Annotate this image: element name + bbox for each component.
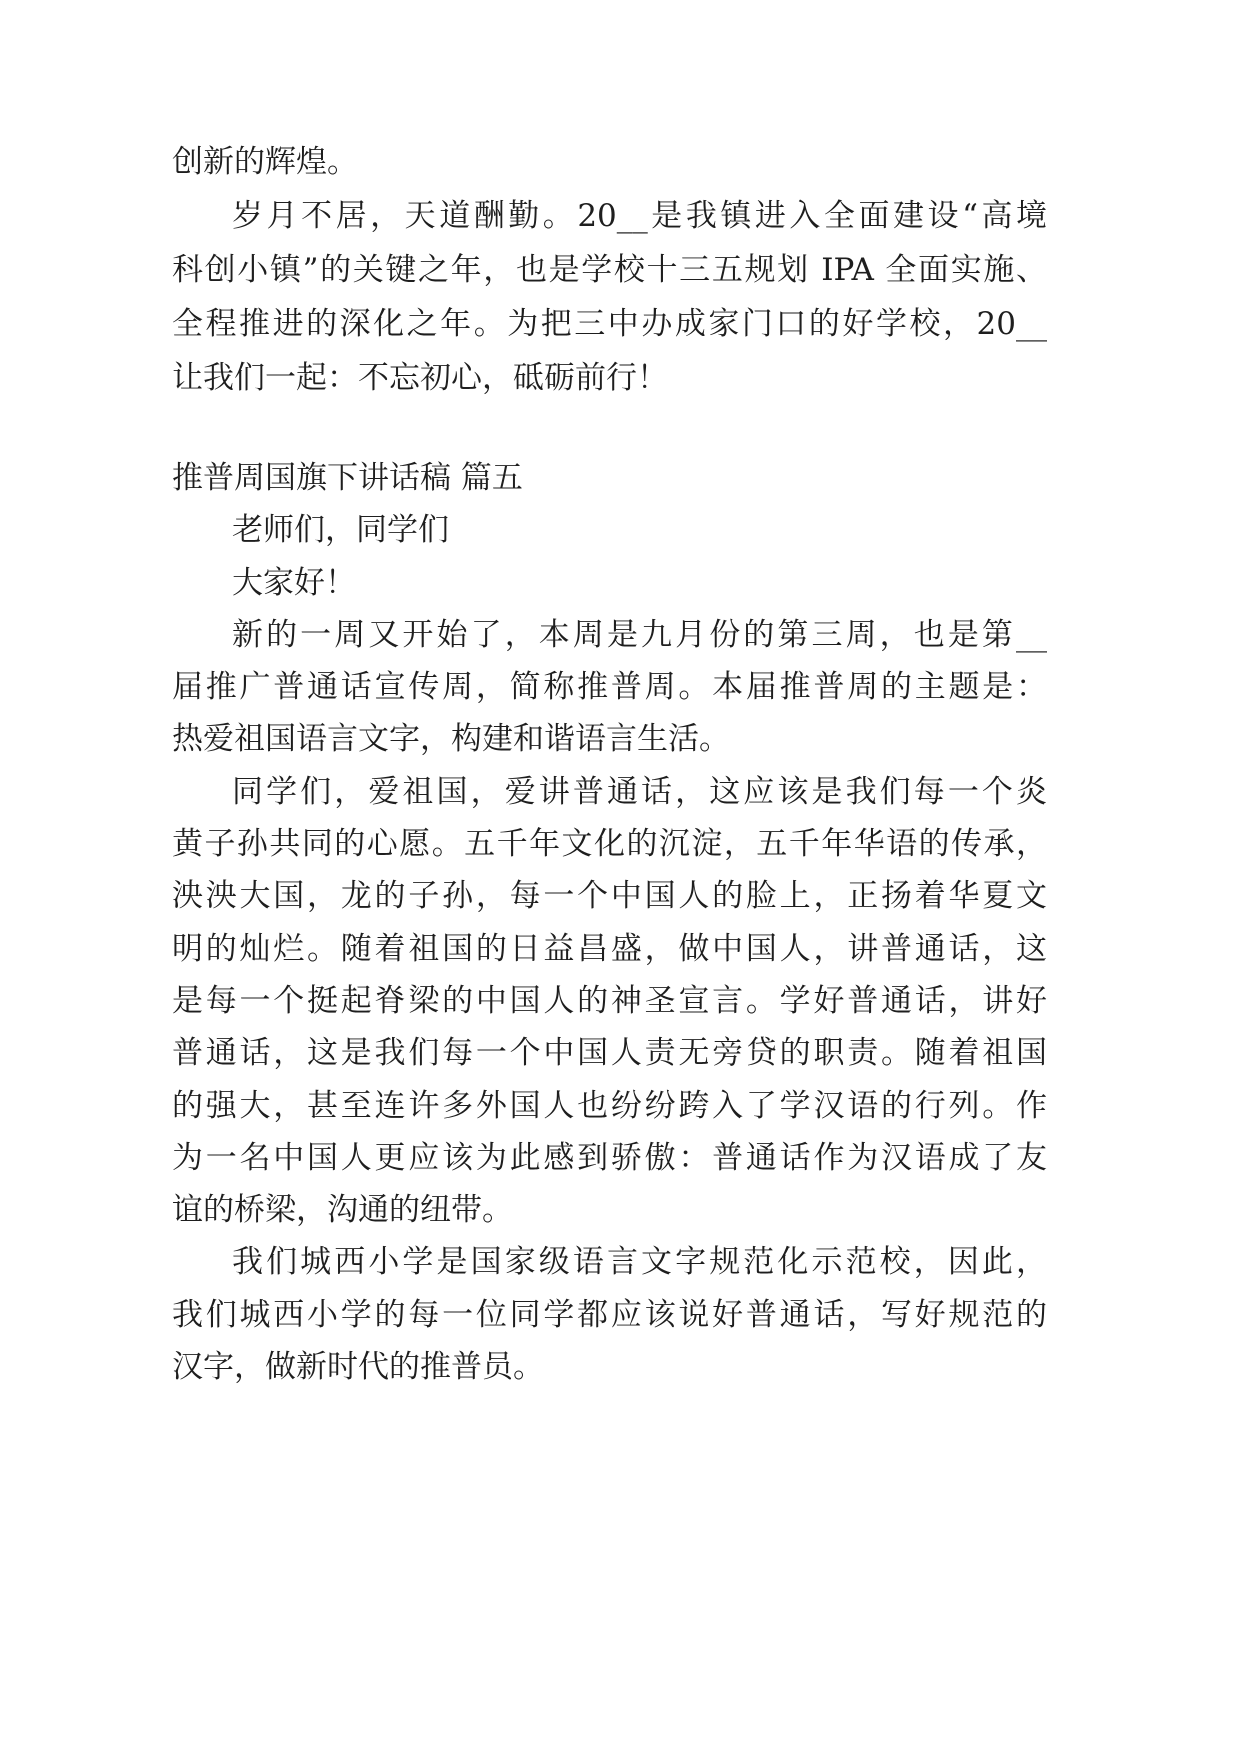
text-line: 谊的桥梁，沟通的纽带。 [172, 1192, 513, 1229]
section-speech-five [172, 452, 1047, 1393]
text-line: 同学们，爱祖国，爱讲普通话，这应该是我们每一个炎 [232, 773, 1047, 810]
text-line: 创新的辉煌。 [172, 144, 358, 180]
text-line: 全程推进的深化之年。为把三中办成家门口的好学校，20__ [172, 306, 1047, 342]
section-heading: 推普周国旗下讲话稿 篇五 [172, 460, 523, 496]
paragraph [172, 135, 1047, 189]
text-line: 老师们，同学们 [232, 512, 449, 549]
section-previous-speech-ending [172, 135, 1047, 405]
text-line: 为一名中国人更应该为此感到骄傲：普通话作为汉语成了友 [172, 1139, 1047, 1176]
text-line: 让我们一起：不忘初心，砥砺前行！ [172, 360, 668, 396]
text-line: 泱泱大国，龙的子孙，每一个中国人的脸上，正扬着华夏文 [172, 878, 1047, 915]
text-line: 的强大，甚至连许多外国人也纷纷跨入了学汉语的行列。作 [172, 1087, 1047, 1124]
text-line: 汉字，做新时代的推普员。 [172, 1349, 544, 1386]
text-line: 黄子孙共同的心愿。五千年文化的沉淀，五千年华语的传承， [172, 826, 1047, 863]
paragraph [172, 1236, 1047, 1393]
text-line: 我们城西小学是国家级语言文字规范化示范校，因此， [232, 1244, 1047, 1281]
paragraph [172, 609, 1047, 766]
text-line: 新的一周又开始了，本周是九月份的第三周，也是第__ [232, 616, 1047, 653]
text-line: 岁月不居，天道酬勤。20__是我镇进入全面建设“高境 [232, 198, 1047, 234]
paragraph-greeting [172, 557, 1047, 609]
text-line: 普通话，这是我们每一个中国人责无旁贷的职责。随着祖国 [172, 1035, 1047, 1072]
text-line: 是每一个挺起脊梁的中国人的神圣宣言。学好普通话，讲好 [172, 982, 1047, 1019]
text-line: 科创小镇”的关键之年，也是学校十三五规划 IPA 全面实施、 [172, 252, 1047, 288]
text-line: 届推广普通话宣传周，简称推普周。本届推普周的主题是： [172, 669, 1047, 706]
paragraph [172, 189, 1047, 405]
text-line: 大家好！ [232, 564, 356, 601]
paragraph [172, 766, 1047, 1237]
text-line: 我们城西小学的每一位同学都应该说好普通话，写好规范的 [172, 1296, 1047, 1333]
text-line: 热爱祖国语言文字，构建和谐语言生活。 [172, 721, 730, 758]
paragraph-salutation [172, 504, 1047, 556]
text-line: 明的灿烂。随着祖国的日益昌盛，做中国人，讲普通话，这 [172, 930, 1047, 967]
